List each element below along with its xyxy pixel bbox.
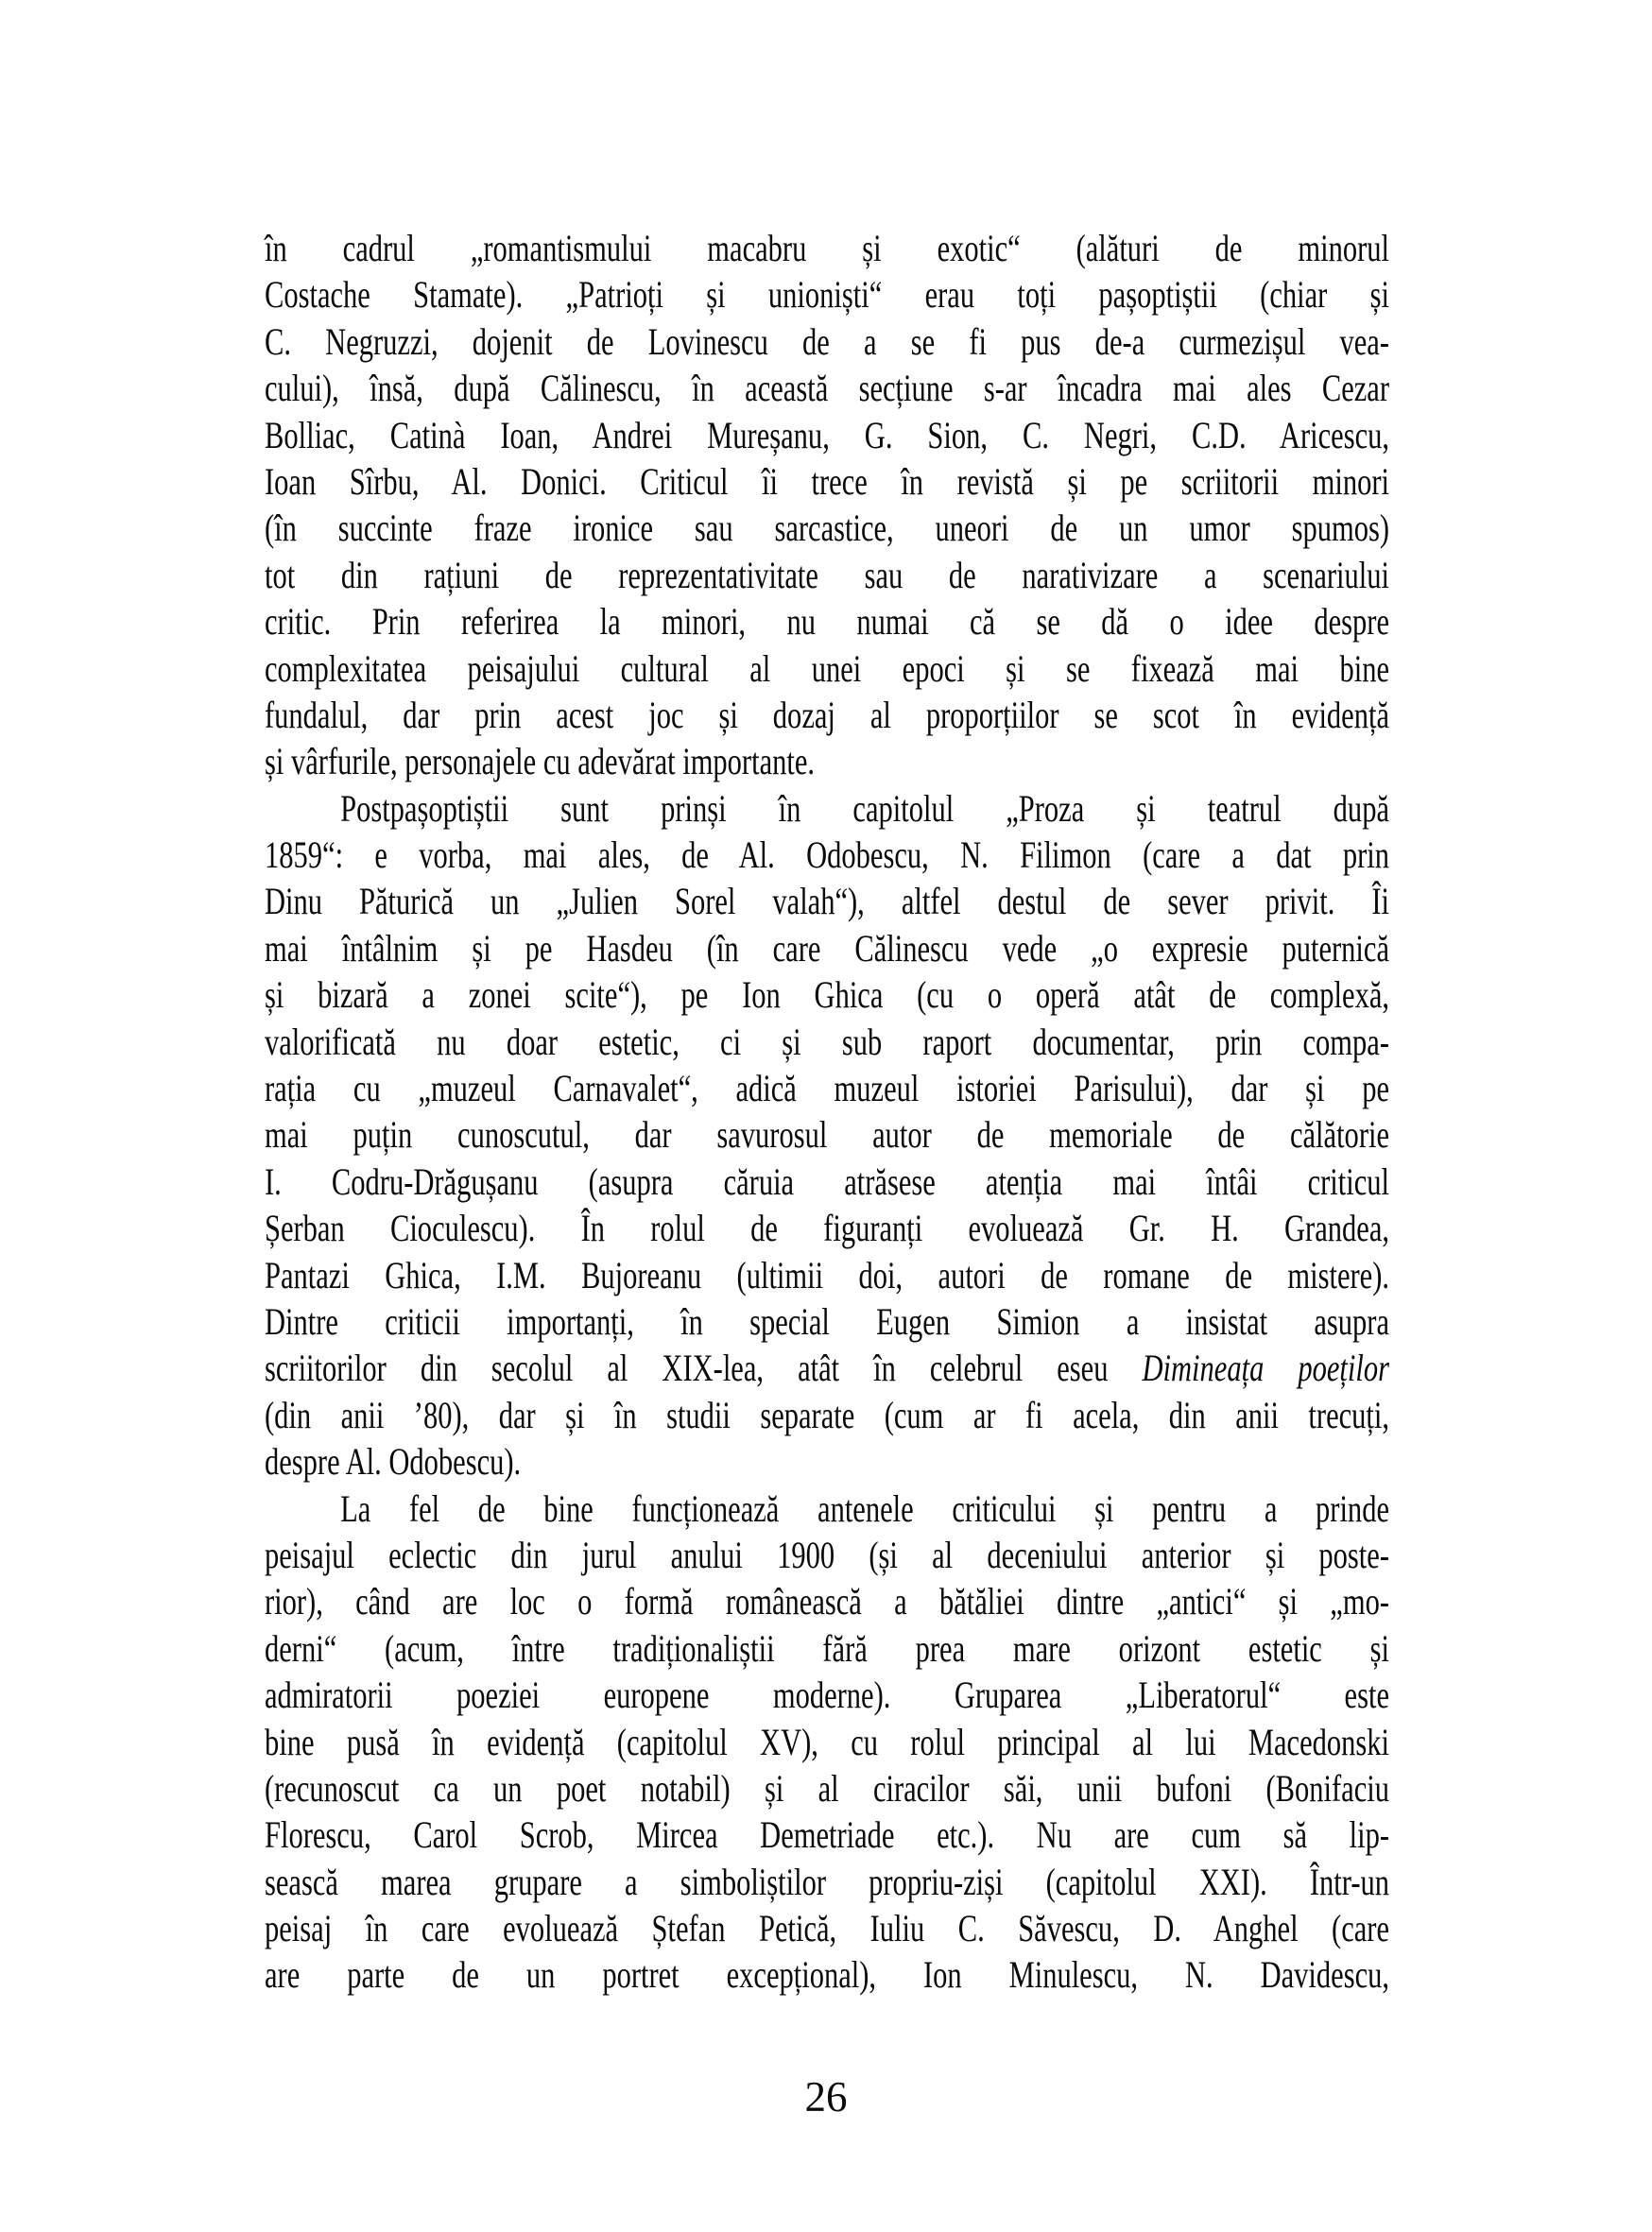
text-line: peisaj în care evoluează Ștefan Petică, Iuliu C. Săvescu, D. Anghel (care — [265, 1907, 1389, 1950]
text-line: valorificată nu doar estetic, ci și sub raport documentar, prin compa- — [265, 1020, 1389, 1063]
text-line: mai puțin cunoscutul, dar savurosul autor de memoriale de călătorie — [265, 1113, 1389, 1157]
text-line: bine pusă în evidență (capitolul XV), cu rolul principal al lui Macedonski — [265, 1720, 1389, 1763]
text-line: I. Codru-Drăgușanu (asupra căruia atrăsese atenția mai întâi criticul — [265, 1159, 1389, 1203]
text-line: rația cu „muzeul Carnavalet“, adică muzeul istoriei Parisului), dar și pe — [265, 1067, 1389, 1110]
text-line: critic. Prin referirea la minori, nu numai că se dă o idee despre — [265, 600, 1389, 644]
text-line: La fel de bine funcționează antenele criticului și pentru a prinde — [340, 1486, 1389, 1530]
text-line: 1859“: e vorba, mai ales, de Al. Odobescu, N. Filimon (care a dat prin — [265, 833, 1389, 877]
text-line: Șerban Cioculescu). În rolul de figuranți evoluează Gr. H. Grandea, — [265, 1207, 1389, 1250]
text-line: Bolliac, Catinà Ioan, Andrei Mureșanu, G. Sion, C. Negri, C.D. Aricescu, — [265, 413, 1389, 456]
text-line: Florescu, Carol Scrob, Mircea Demetriade etc.). Nu are cum să lip- — [265, 1813, 1389, 1857]
text-line: (din anii ’80), dar și în studii separate (cum ar fi acela, din anii trecuți, — [265, 1393, 1389, 1436]
text-column — [265, 225, 1389, 2011]
page-number: 26 — [804, 2073, 848, 2120]
text-line: tot din rațiuni de reprezentativitate sau de narativizare a scenariului — [265, 553, 1389, 596]
text-line: și bizară a zonei scite“), pe Ion Ghica (cu o operă atât de complexă, — [265, 973, 1389, 1017]
text-line: Dintre criticii importanți, în special Eugen Simion a insistat asupra — [265, 1299, 1389, 1343]
text-line: rior), când are loc o formă românească a bătăliei dintre „antici“ și „mo- — [265, 1580, 1389, 1623]
text-line: admiratorii poeziei europene moderne). Gruparea „Liberatorul“ este — [265, 1674, 1389, 1717]
text-line: Costache Stamate). „Patrioți și unioniști“ erau toți pașoptiștii (chiar și — [265, 273, 1389, 317]
text-line: sească marea grupare a simboliștilor propriu-ziși (capitolul XXI). Într-un — [265, 1860, 1389, 1903]
text-line: și vârfurile, personajele cu adevărat importante. — [265, 740, 816, 783]
text-line: despre Al. Odobescu). — [265, 1440, 522, 1484]
text-line: are parte de un portret excepțional), Ion Minulescu, N. Davidescu, — [265, 1953, 1389, 1997]
text-block-lines — [265, 225, 1389, 1999]
text-line: scriitorilor din secolul al XIX-lea, atât în celebrul eseu Dimineața poeților — [265, 1347, 1389, 1390]
text-line: Postpașoptiștii sunt prinși în capitolul „Proza și teatrul după — [340, 786, 1389, 830]
text-line: peisajul eclectic din jurul anului 1900 (și al deceniului anterior și poste- — [265, 1533, 1389, 1576]
text-line: cului), însă, după Călinescu, în această secțiune s-ar încadra mai ales Cezar — [265, 367, 1389, 410]
text-line: în cadrul „romantismului macabru și exotic“ (alături de minorul — [265, 227, 1389, 269]
text-line: C. Negruzzi, dojenit de Lovinescu de a se fi pus de-a curmezișul vea- — [265, 319, 1389, 363]
text-line: complexitatea peisajului cultural al unei epoci și se fixează mai bine — [265, 646, 1389, 690]
text-line: fundalul, dar prin acest joc și dozaj al proporțiilor se scot în evidență — [265, 693, 1389, 736]
italic-book-title: Dimineața poeților — [1142, 1347, 1389, 1390]
text-line: derni“ (acum, între tradiționaliștii fără prea mare orizont estetic și — [265, 1626, 1389, 1670]
text-line: Dinu Păturică un „Julien Sorel valah“), altfel destul de sever privit. Îi — [265, 880, 1389, 923]
text-line: mai întâlnim și pe Hasdeu (în care Călinescu vede „o expresie puternică — [265, 926, 1389, 970]
text-line: Ioan Sîrbu, Al. Donici. Criticul îi trece în revistă și pe scriitorii minori — [265, 459, 1389, 503]
text-line: (în succinte fraze ironice sau sarcastice, uneori de un umor spumos) — [265, 506, 1389, 550]
text-line: (recunoscut ca un poet notabil) și al ciracilor săi, unii bufoni (Bonifaciu — [265, 1766, 1389, 1810]
text-line: Pantazi Ghica, I.M. Bujoreanu (ultimii doi, autori de romane de mistere). — [265, 1253, 1389, 1296]
